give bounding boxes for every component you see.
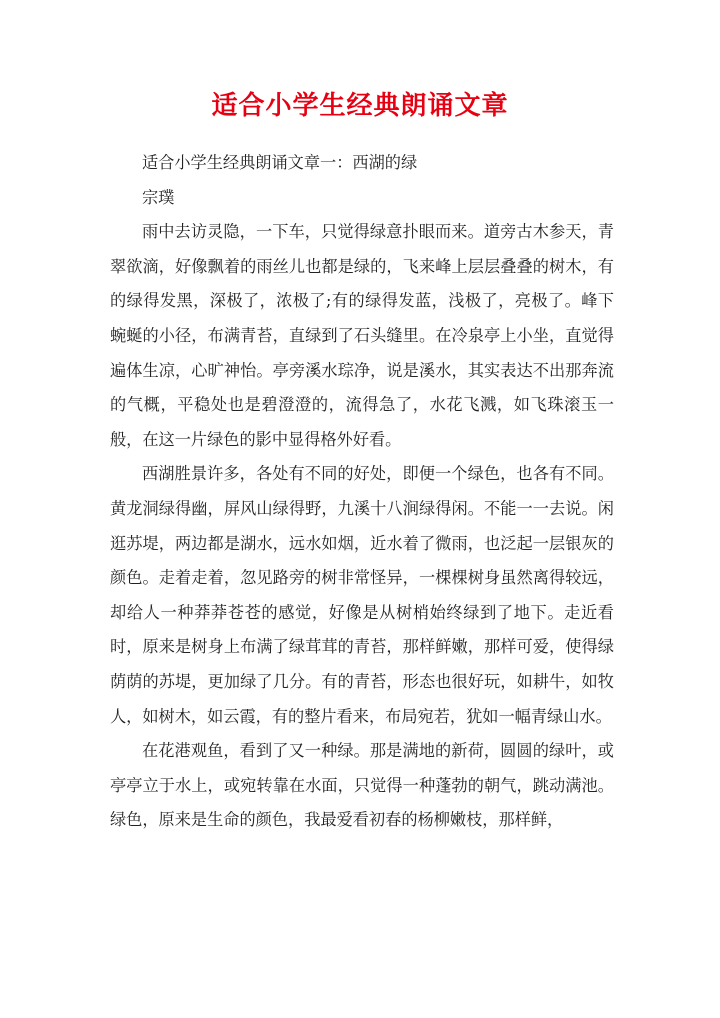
document-body: [110, 146, 614, 838]
section-heading: 适合小学生经典朗诵文章一：西湖的绿: [142, 153, 418, 172]
paragraph-1: 雨中去访灵隐，一下车，只觉得绿意扑眼而来。道旁古木参天，青翠欲滴，好像飘着的雨丝儿也都是绿的，飞来峰上层层叠叠的树木，有的绿得发黑，深极了，浓极了;有的绿得发蓝，浅极了，亮极了。峰下蜿蜒的小径，布满青苔，直绿到了石头缝里。在冷泉亭上小坐，直觉得遍体生凉，心旷神怡。亭旁溪水琮净，说是溪水，其实表达不出那奔流的气概，平稳处也是碧澄澄的，流得急了，水花飞溅，如飞珠滚玉一般，在这一片绿色的影中显得格外好看。: [110, 222, 614, 449]
paragraph-3: 在花港观鱼，看到了又一种绿。那是满地的新荷，圆圆的绿叶，或亭亭立于水上，或宛转靠在水面，只觉得一种蓬勃的朝气，跳动满池。绿色，原来是生命的颜色，我最爱看初春的杨柳嫩枝，那样鲜，: [110, 741, 614, 830]
paragraph-2: 西湖胜景许多，各处有不同的好处，即便一个绿色，也各有不同。黄龙洞绿得幽，屏风山绿得野，九溪十八涧绿得闲。不能一一去说。闲逛苏堤，两边都是湖水，远水如烟，近水着了微雨，也泛起一层银灰的颜色。走着走着，忽见路旁的树非常怪异，一棵棵树身虽然离得较远，却给人一种莽莽苍苍的感觉，好像是从树梢始终绿到了地下。走近看时，原来是树身上布满了绿茸茸的青苔，那样鲜嫩，那样可爱，使得绿荫荫的苏堤，更加绿了几分。有的青苔，形态也很好玩，如耕牛，如牧人，如树木，如云霞，有的整片看来，布局宛若，犹如一幅青绿山水。: [110, 464, 614, 726]
document-title: 适合小学生经典朗诵文章: [211, 91, 509, 121]
author-name: 宗璞: [142, 187, 175, 207]
